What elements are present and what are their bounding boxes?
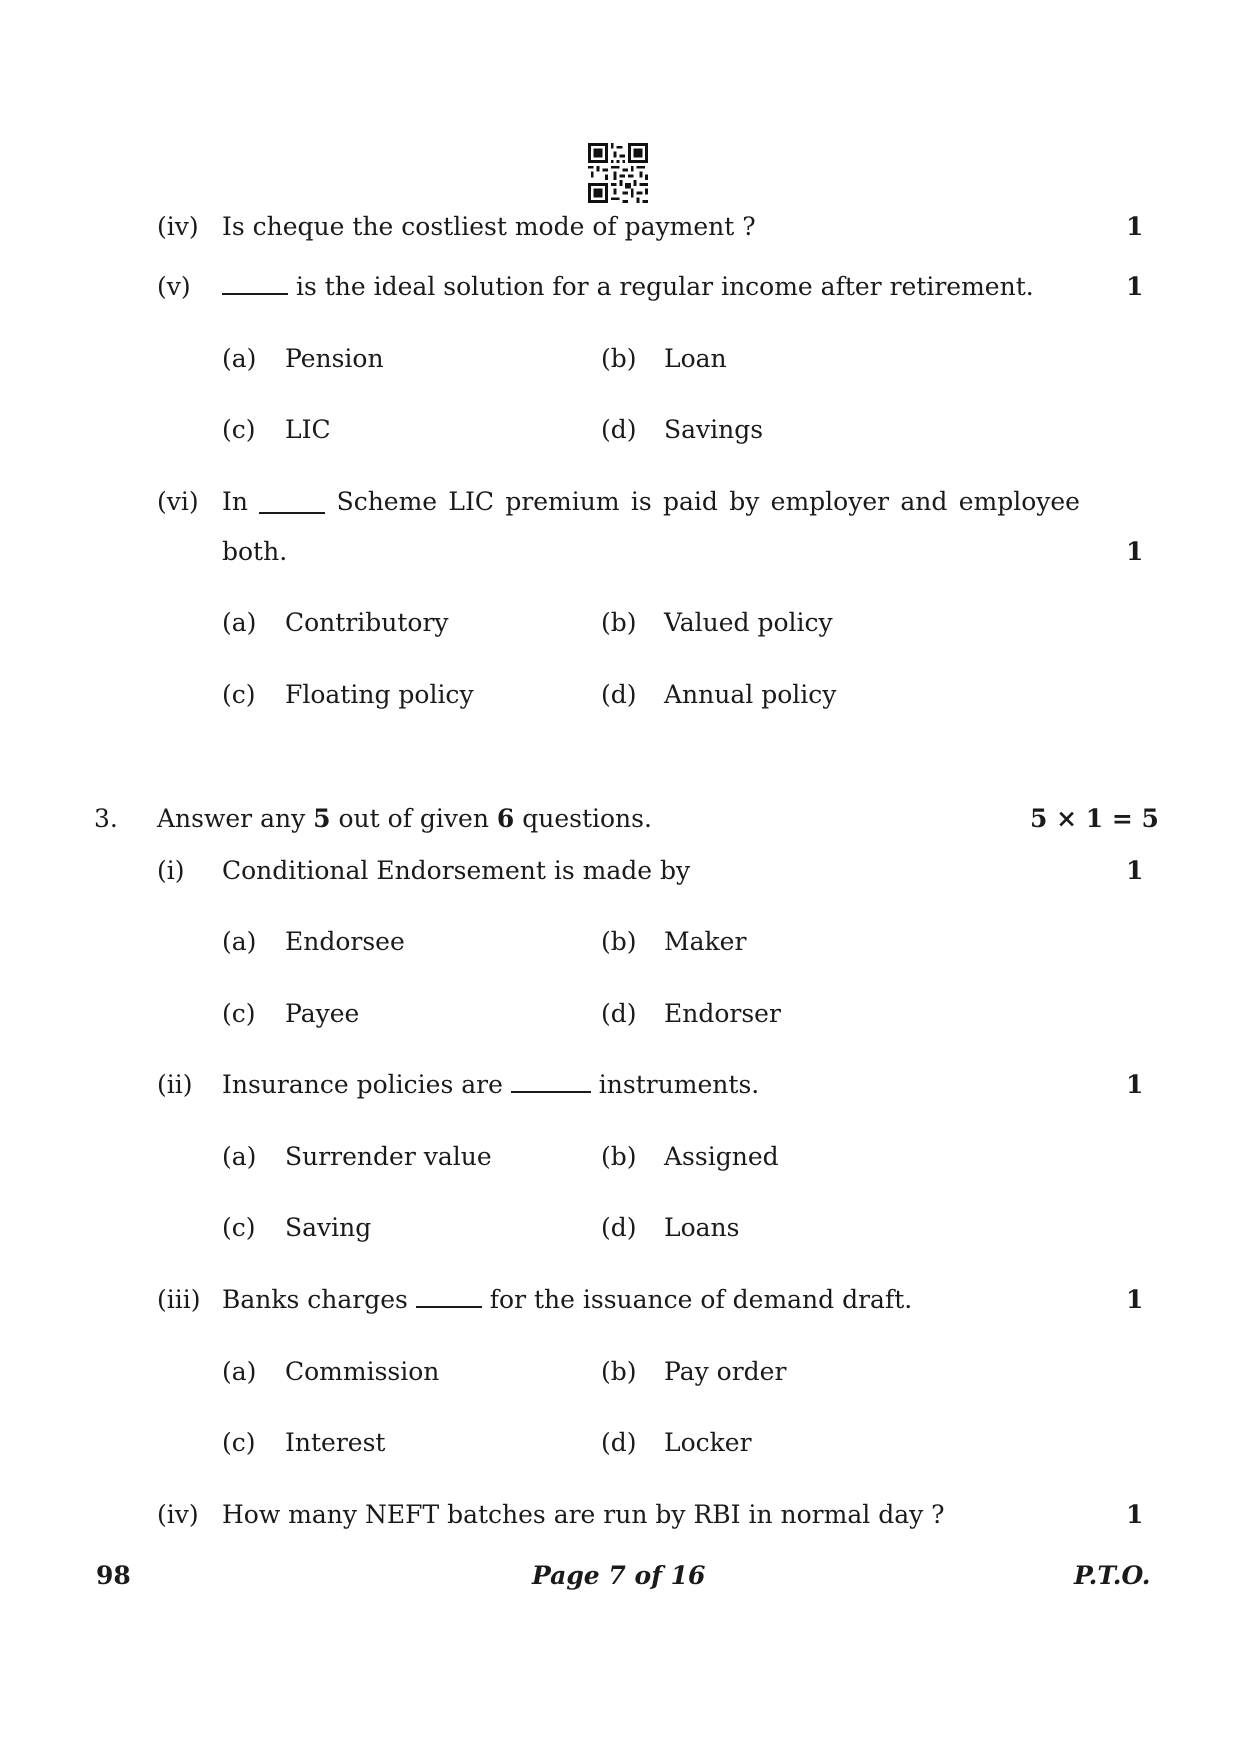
fill-blank bbox=[222, 271, 288, 295]
question-number: 3. bbox=[94, 804, 118, 833]
page-number: Page 7 of 16 bbox=[532, 1561, 706, 1590]
option-text: Loans bbox=[664, 1213, 740, 1242]
marks: 1 bbox=[1126, 537, 1144, 566]
option-key: (a) bbox=[222, 927, 257, 956]
marks: 1 bbox=[1126, 856, 1144, 885]
option-text: Saving bbox=[285, 1213, 372, 1242]
word: and bbox=[900, 487, 948, 516]
option-key: (c) bbox=[222, 415, 256, 444]
word: by bbox=[729, 487, 760, 516]
option-text: Commission bbox=[285, 1357, 440, 1386]
option-text: Assigned bbox=[664, 1142, 779, 1171]
option-key: (a) bbox=[222, 1357, 257, 1386]
word: employer bbox=[770, 487, 890, 516]
question-number: (iv) bbox=[157, 1500, 199, 1529]
option-key: (a) bbox=[222, 344, 257, 373]
option-text: Savings bbox=[664, 415, 764, 444]
option-key: (a) bbox=[222, 1142, 257, 1171]
option-text: Annual policy bbox=[664, 680, 837, 709]
option-key: (c) bbox=[222, 680, 256, 709]
question-text: is the ideal solution for a regular income after retirement. bbox=[222, 271, 1034, 303]
word: In bbox=[222, 487, 248, 516]
option-text: Pension bbox=[285, 344, 384, 373]
option-text: Loan bbox=[664, 344, 727, 373]
option-key: (b) bbox=[601, 927, 637, 956]
question-number: (iv) bbox=[157, 212, 199, 241]
option-key: (d) bbox=[601, 680, 637, 709]
question-text-line bbox=[222, 486, 1080, 518]
option-key: (b) bbox=[601, 1357, 637, 1386]
word: paid bbox=[663, 487, 718, 516]
fill-blank bbox=[416, 1284, 482, 1308]
qr-code bbox=[588, 143, 648, 203]
option-key: (c) bbox=[222, 1428, 256, 1457]
word: premium bbox=[505, 487, 620, 516]
option-text: Endorsee bbox=[285, 927, 405, 956]
question-text: Banks charges for the issuance of demand draft. bbox=[222, 1285, 913, 1314]
option-key: (d) bbox=[601, 999, 637, 1028]
marks: 1 bbox=[1126, 1070, 1144, 1099]
question-text: How many NEFT batches are run by RBI in normal day ? bbox=[222, 1500, 945, 1529]
option-key: (c) bbox=[222, 999, 256, 1028]
option-text: Locker bbox=[664, 1428, 752, 1457]
question-text: both. bbox=[222, 537, 288, 566]
option-text: LIC bbox=[285, 415, 331, 444]
option-key: (b) bbox=[601, 344, 637, 373]
pto-label: P.T.O. bbox=[1074, 1561, 1151, 1590]
marks: 1 bbox=[1126, 272, 1144, 301]
question-number: (v) bbox=[157, 272, 191, 301]
marks: 1 bbox=[1126, 1500, 1144, 1529]
option-text: Valued policy bbox=[664, 608, 833, 637]
option-text: Maker bbox=[664, 927, 747, 956]
option-key: (b) bbox=[601, 1142, 637, 1171]
option-key: (a) bbox=[222, 608, 257, 637]
option-key: (d) bbox=[601, 415, 637, 444]
marks: 1 bbox=[1126, 1285, 1144, 1314]
question-number: (vi) bbox=[157, 487, 199, 516]
paper-code: 98 bbox=[96, 1561, 131, 1590]
option-text: Contributory bbox=[285, 608, 449, 637]
question-number: (ii) bbox=[157, 1070, 193, 1099]
option-text: Interest bbox=[285, 1428, 386, 1457]
question-text: Answer any 5 out of given 6 questions. bbox=[157, 804, 652, 833]
marks: 1 bbox=[1126, 212, 1144, 241]
word: Scheme bbox=[336, 487, 438, 516]
question-number: (iii) bbox=[157, 1285, 201, 1314]
fill-blank bbox=[511, 1069, 591, 1093]
option-text: Surrender value bbox=[285, 1142, 492, 1171]
fill-blank bbox=[259, 486, 325, 514]
option-key: (b) bbox=[601, 608, 637, 637]
word: employee bbox=[958, 487, 1080, 516]
question-text: Insurance policies are instruments. bbox=[222, 1070, 760, 1099]
marks: 5 × 1 = 5 bbox=[1030, 804, 1159, 833]
option-text: Payee bbox=[285, 999, 360, 1028]
question-text: Conditional Endorsement is made by bbox=[222, 856, 691, 885]
option-key: (d) bbox=[601, 1213, 637, 1242]
question-number: (i) bbox=[157, 856, 185, 885]
question-text: Is cheque the costliest mode of payment ? bbox=[222, 212, 756, 241]
option-text: Endorser bbox=[664, 999, 781, 1028]
option-text: Floating policy bbox=[285, 680, 474, 709]
word: is bbox=[630, 487, 652, 516]
option-key: (d) bbox=[601, 1428, 637, 1457]
option-text: Pay order bbox=[664, 1357, 787, 1386]
option-key: (c) bbox=[222, 1213, 256, 1242]
word: LIC bbox=[448, 487, 495, 516]
